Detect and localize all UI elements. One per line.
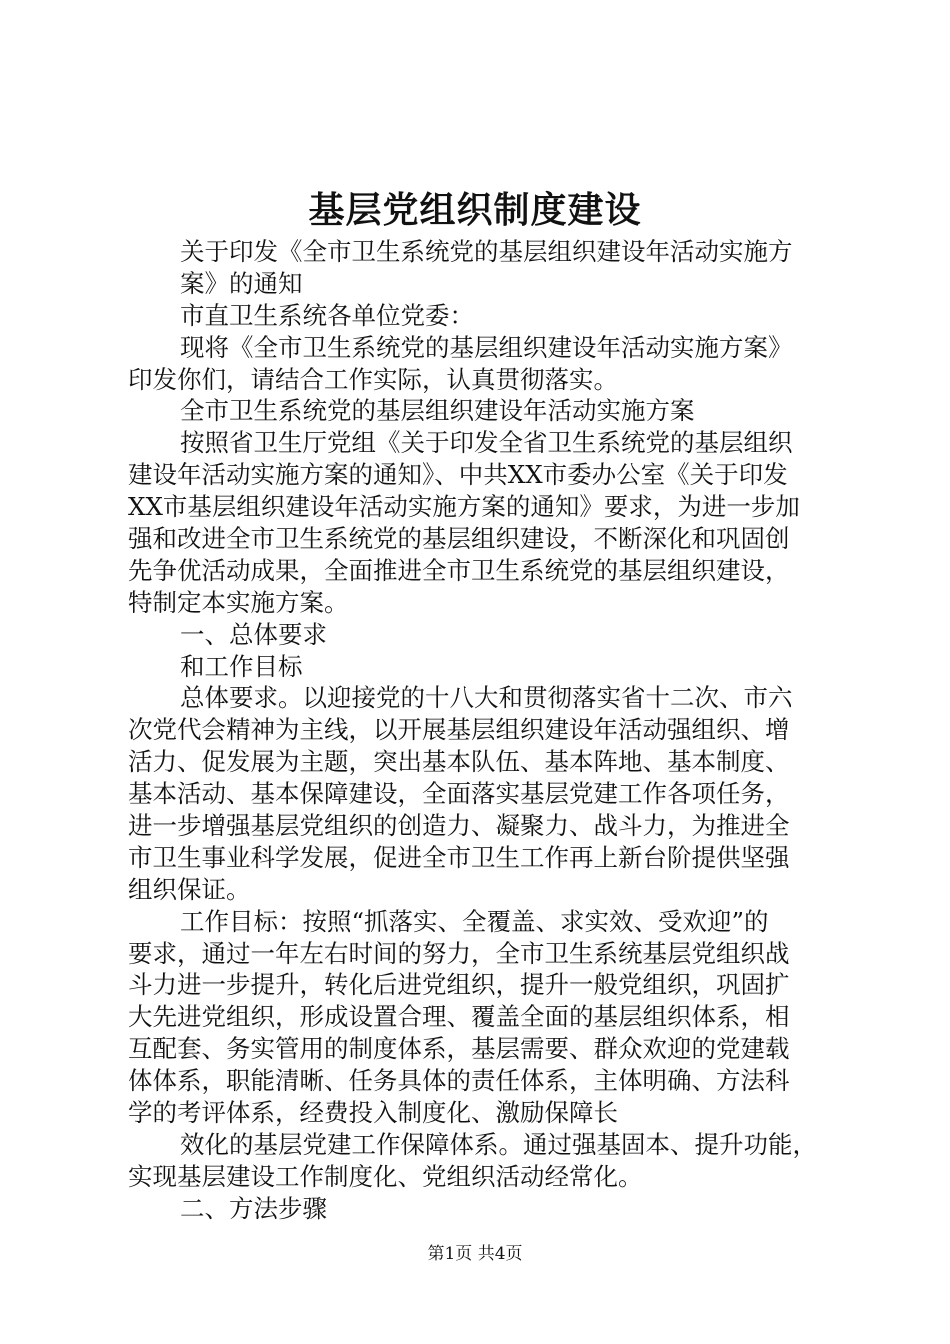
paragraph-line: 组织保证。 bbox=[128, 874, 251, 904]
paragraph-line: 要求，通过一年左右时间的努力，全市卫生系统基层党组织战 bbox=[128, 938, 790, 968]
paragraph-line: 活力、促发展为主题，突出基本队伍、基本阵地、基本制度、 bbox=[128, 747, 790, 777]
paragraph-line: 全市卫生系统党的基层组织建设年活动实施方案 bbox=[180, 396, 695, 426]
paragraph-line: 案》的通知 bbox=[180, 268, 303, 298]
paragraph-line: 互配套、务实管用的制度体系，基层需要、群众欢迎的党建载 bbox=[128, 1034, 790, 1064]
paragraph-line: 现将《全市卫生系统党的基层组织建设年活动实施方案》 bbox=[180, 332, 793, 362]
paragraph-line: 效化的基层党建工作保障体系。通过强基固本、提升功能， bbox=[180, 1129, 817, 1159]
paragraph-line: 先争优活动成果，全面推进全市卫生系统党的基层组织建设， bbox=[128, 555, 790, 585]
paragraph-line: 斗力进一步提升，转化后进党组织，提升一般党组织，巩固扩 bbox=[128, 970, 790, 1000]
paragraph-line: 基本活动、基本保障建设，全面落实基层党建工作各项任务， bbox=[128, 779, 790, 809]
section-heading: 一、总体要求 bbox=[180, 619, 327, 649]
paragraph-line: 按照省卫生厅党组《关于印发全省卫生系统党的基层组织 bbox=[180, 428, 793, 458]
page-number-footer: 第1页 共4页 bbox=[427, 1244, 523, 1264]
section-heading: 二、方法步骤 bbox=[180, 1193, 327, 1223]
paragraph-line: 实现基层建设工作制度化、党组织活动经常化。 bbox=[128, 1161, 643, 1191]
document-body bbox=[128, 236, 840, 1225]
paragraph-line: 工作目标：按照“抓落实、全覆盖、求实效、受欢迎”的 bbox=[180, 906, 769, 936]
paragraph-line: 印发你们，请结合工作实际，认真贯彻落实。 bbox=[128, 364, 618, 394]
section-heading: 和工作目标 bbox=[180, 651, 303, 681]
paragraph-line: 进一步增强基层党组织的创造力、凝聚力、战斗力，为推进全 bbox=[128, 811, 790, 841]
paragraph-line: 总体要求。以迎接党的十八大和贯彻落实省十二次、市六 bbox=[180, 683, 793, 713]
paragraph-line: XX市基层组织建设年活动实施方案的通知》要求，为进一步加 bbox=[128, 492, 800, 522]
paragraph-line: 关于印发《全市卫生系统党的基层组织建设年活动实施方 bbox=[180, 237, 793, 266]
paragraph-line: 市卫生事业科学发展，促进全市卫生工作再上新台阶提供坚强 bbox=[128, 842, 790, 872]
paragraph-line: 次党代会精神为主线，以开展基层组织建设年活动强组织、增 bbox=[128, 715, 790, 745]
paragraph-line: 体体系，职能清晰、任务具体的责任体系，主体明确、方法科 bbox=[128, 1066, 790, 1096]
paragraph-line: 特制定本实施方案。 bbox=[128, 587, 349, 617]
paragraph-line: 强和改进全市卫生系统党的基层组织建设，不断深化和巩固创 bbox=[128, 524, 790, 554]
page-title: 基层党组织制度建设 bbox=[308, 189, 642, 231]
paragraph-line: 大先进党组织，形成设置合理、覆盖全面的基层组织体系，相 bbox=[128, 1002, 790, 1032]
paragraph-line: 市直卫生系统各单位党委： bbox=[180, 300, 474, 330]
paragraph-line: 学的考评体系，经费投入制度化、激励保障长 bbox=[128, 1098, 618, 1128]
paragraph-line: 建设年活动实施方案的通知》、中共XX市委办公室《关于印发 bbox=[128, 460, 788, 490]
